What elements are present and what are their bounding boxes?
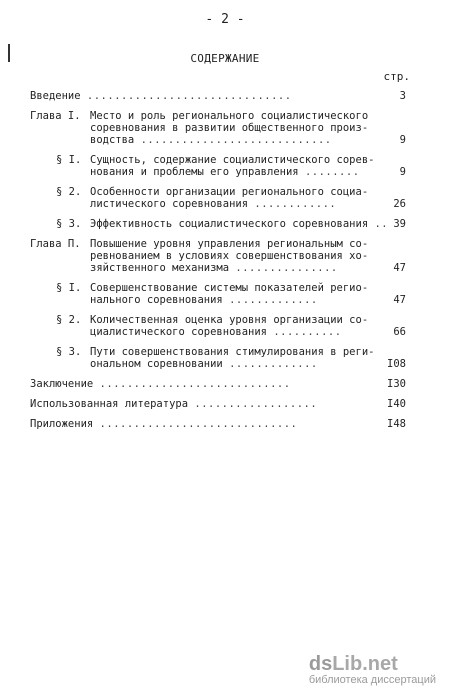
toc-entry-label: Глава П. <box>30 238 81 250</box>
toc-entry-page: I40 <box>387 398 406 410</box>
toc-entry-page: 3 <box>399 90 406 102</box>
toc-entry-title: Совершенствование системы показателей регио- нального соревнования <box>90 282 369 306</box>
toc-entry-label: § I. <box>56 282 82 294</box>
logo-lib-text: Lib.net <box>332 653 398 675</box>
page-title: СОДЕРЖАНИЕ <box>190 52 260 65</box>
toc-entry-label: § 3. <box>56 218 82 230</box>
toc-entry <box>30 238 406 274</box>
toc-entry <box>30 398 406 410</box>
toc-leader-dots: ............. <box>229 358 318 370</box>
toc-entry-text <box>90 186 406 210</box>
toc-entry-title: Заключение <box>30 378 100 390</box>
toc-entry-page: 39 <box>393 218 406 230</box>
toc-leader-dots: ............................ <box>99 378 291 390</box>
toc-leader-dots: ............ <box>254 198 337 210</box>
toc-entry-text <box>90 282 406 306</box>
toc-entry-title: Эффективность социалистического соревнования <box>90 218 375 230</box>
toc-entry <box>30 90 406 102</box>
toc-entry-page: 47 <box>393 294 406 306</box>
toc-entry <box>30 378 406 390</box>
toc-leader-dots: .. <box>374 218 389 230</box>
toc-leader-dots: .............................. <box>86 90 292 102</box>
logo-subtitle: библиотека диссертаций <box>308 674 436 686</box>
toc-entry-title: Количественная оценка уровня организации со- циалистического соревнования <box>90 314 369 338</box>
toc-entry-title: Место и роль регионального социалистического соревнования в развитии общественного произ- водства <box>90 110 369 146</box>
toc-entry-label: § 3. <box>56 346 82 358</box>
toc-entry-text <box>30 418 406 430</box>
toc-entry <box>30 282 406 306</box>
toc-entry-page: 66 <box>393 326 406 338</box>
toc-entry <box>30 346 406 370</box>
toc-entry-page: 9 <box>399 134 406 146</box>
toc-leader-dots: .................. <box>194 398 318 410</box>
toc-entry-title: Особенности организации регионального социа- листического соревнования <box>90 186 369 210</box>
toc-entry-label: § 2. <box>56 314 82 326</box>
toc-entry-text <box>30 90 406 102</box>
toc-entry-title: Сущность, содержание социалистического сорев- нования и проблемы его управления <box>90 154 375 178</box>
toc-leader-dots: .......... <box>273 326 342 338</box>
toc-entry-title: Приложения <box>30 418 100 430</box>
page-number: - 2 - <box>205 12 245 27</box>
toc-entry-title: Повышение уровня управления региональным со- ревнованием в условиях совершенствования хо- зяйственного механизма <box>90 238 369 274</box>
footer-logo <box>309 653 436 686</box>
toc-entry <box>30 314 406 338</box>
toc-entry-page: 26 <box>393 198 406 210</box>
toc-entry <box>30 110 406 146</box>
logo-ds-text: ds <box>308 653 333 675</box>
toc-entry <box>30 418 406 430</box>
page-column-header: стр. <box>383 70 410 83</box>
toc-entry-title: Пути совершенствования стимулирования в реги- ональном соревновании <box>90 346 375 370</box>
toc-entry-text <box>90 314 406 338</box>
toc-entry-label: § I. <box>56 154 82 166</box>
table-of-contents <box>30 90 406 438</box>
toc-entry-label: Глава I. <box>30 110 81 122</box>
toc-entry-text <box>90 238 406 274</box>
toc-entry <box>30 154 406 178</box>
toc-entry-page: I08 <box>387 358 406 370</box>
site-logo <box>309 653 436 676</box>
toc-entry-text <box>90 218 406 230</box>
toc-entry-page: 47 <box>393 262 406 274</box>
toc-entry-label: § 2. <box>56 186 82 198</box>
toc-leader-dots: ............. <box>229 294 318 306</box>
toc-leader-dots: ........ <box>304 166 360 178</box>
toc-entry <box>30 186 406 210</box>
toc-entry-text <box>90 154 406 178</box>
toc-entry-text <box>30 398 406 410</box>
toc-entry <box>30 218 406 230</box>
toc-entry-title: Введение <box>30 90 87 102</box>
toc-entry-page: 9 <box>399 166 406 178</box>
toc-leader-dots: ............................ <box>140 134 332 146</box>
toc-entry-text <box>30 378 406 390</box>
toc-entry-text <box>90 110 406 146</box>
toc-leader-dots: ............... <box>235 262 338 274</box>
toc-entry-page: I30 <box>387 378 406 390</box>
toc-entry-page: I48 <box>387 418 406 430</box>
toc-entry-title: Использованная литература <box>30 398 195 410</box>
toc-entry-text <box>90 346 406 370</box>
toc-leader-dots: ............................. <box>99 418 298 430</box>
